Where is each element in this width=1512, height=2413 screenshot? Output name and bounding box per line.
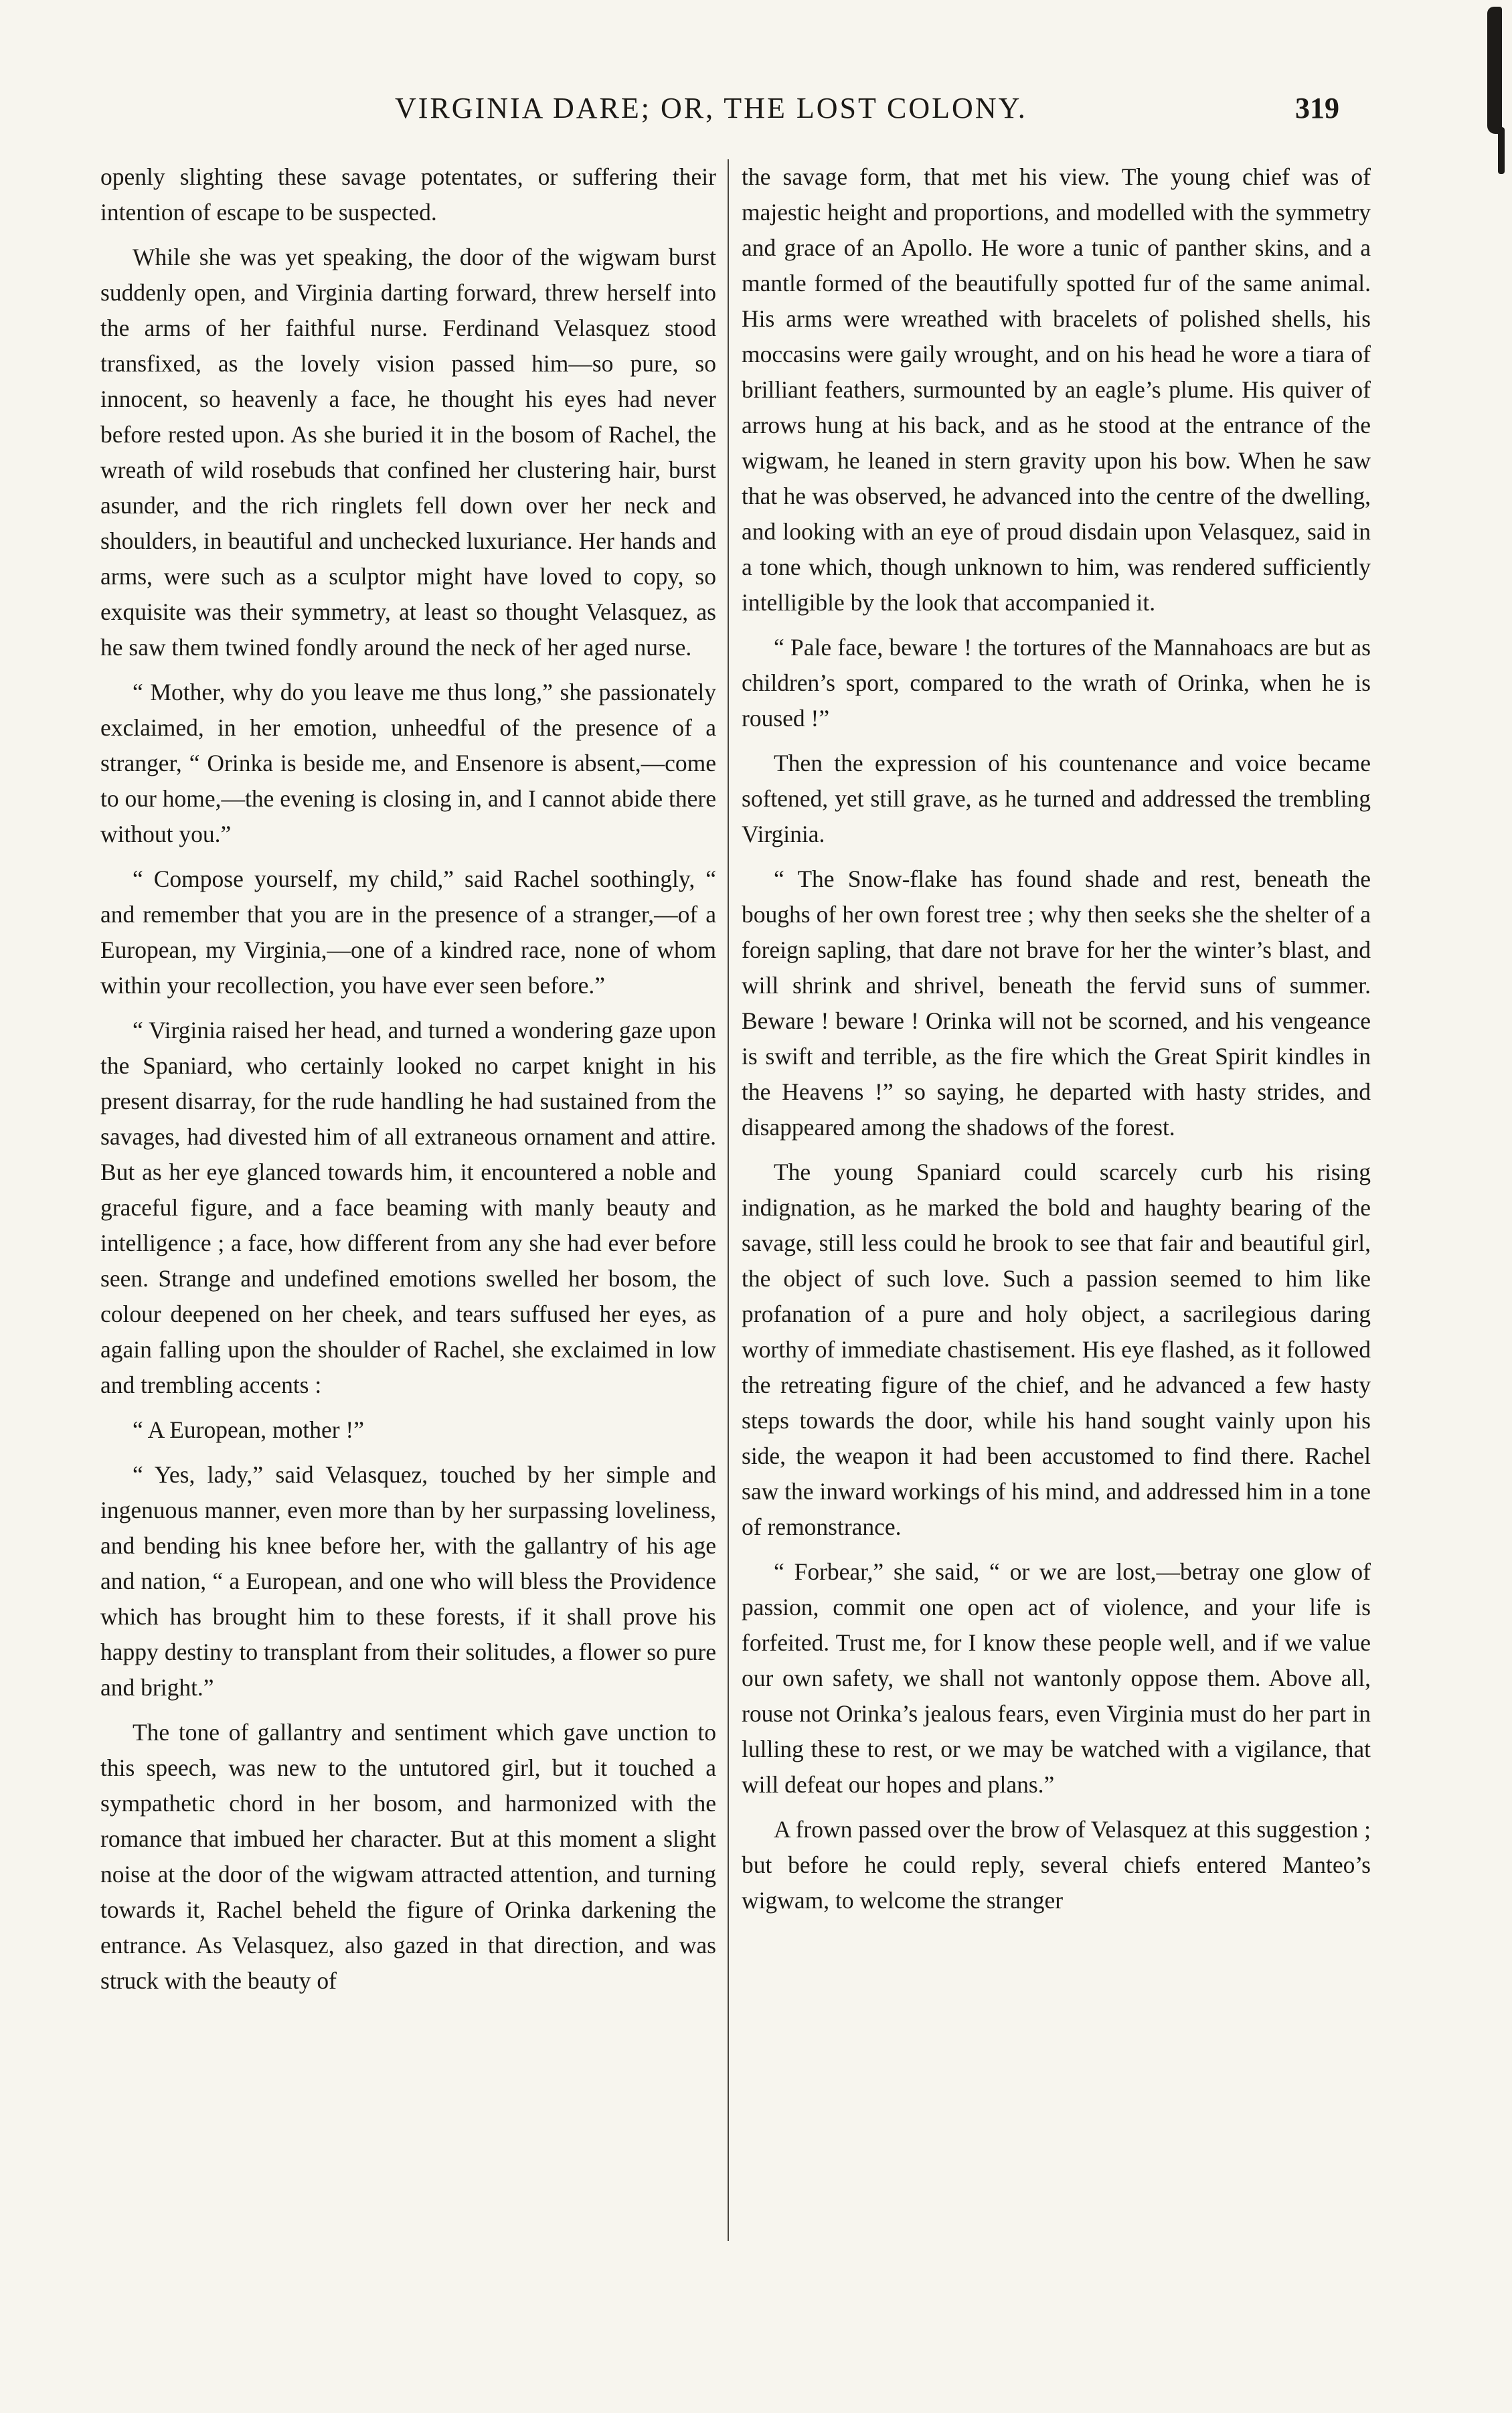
paragraph: “ Compose yourself, my child,” said Rachel soothingly, “ and remember that you are in the presence of a stranger,—of a European, my Virginia,—one of a kindred race, none of whom within your recollection, you have ever seen before.” (100, 865, 716, 999)
paragraph: “ Yes, lady,” said Velasquez, touched by her simple and ingenuous manner, even more than by her surpassing loveliness, and bending his knee before her, with the gallantry of his age and nation, “ a European, and one who will bless the Providence which has brought him to these forests, if it shall prove his happy destiny to transplant from their solitudes, a flower so pure and bright.” (100, 1461, 716, 1701)
page-header (100, 91, 1372, 138)
paragraph: “ Mother, why do you leave me thus long,” she passionately exclaimed, in her emotion, unheedful of the presence of a stranger, “ Orinka is beside me, and Ensenore is absent,—come to our home,—the evening is closing in, and I cannot abide there without you.” (100, 679, 716, 847)
page-edge-mark (1487, 7, 1502, 134)
paragraph: The young Spaniard could scarcely curb his rising indignation, as he marked the bold and haughty bearing of the savage, still less could he brook to see that fair and beautiful girl, the object of such love. Such a passion seemed to him like profanation of a pure and holy object, a sacrilegious daring worthy of immediate chastisement. His eye flashed, as it followed the retreating figure of the chief, and he advanced a few hasty steps towards the door, while his hand sought vainly upon his side, the weapon it had been accustomed to find there. Rachel saw the inward workings of his mind, and addressed him in a tone of remonstrance. (742, 1159, 1371, 1540)
paragraph: While she was yet speaking, the door of the wigwam burst suddenly open, and Virginia darting forward, threw herself into the arms of her faithful nurse. Ferdinand Velasquez stood transfixed, as the lovely vision passed him—so pure, so innocent, so heavenly a face, he thought his eyes had never before rested upon. As she buried it in the bosom of Rachel, the wreath of wild rosebuds that confined her clustering hair, burst asunder, and the rich ringlets fell down over her neck and shoulders, in beautiful and unchecked luxuriance. Her hands and arms, were such as a sculptor might have loved to copy, so exquisite was their symmetry, at least so thought Velasquez, as he saw them twined fondly around the neck of her aged nurse. (100, 244, 716, 661)
paragraph: “ The Snow-flake has found shade and rest, beneath the boughs of her own forest tree ; why then seeks she the shelter of a foreign sapling, that dare not brave for her the winter’s blast, and will shrink and shrivel, beneath the fervid suns of summer. Beware ! beware ! Orinka will not be scorned, and his vengeance is swift and terrible, as the fire which the Great Spirit kindles in the Heavens !” so saying, he departed with hasty strides, and disappeared among the shadows of the forest. (742, 865, 1371, 1141)
paragraph: “ Pale face, beware ! the tortures of the Mannahoacs are but as children’s sport, compared to the wrath of Orinka, when he is roused !” (742, 634, 1371, 732)
paragraph: A frown passed over the brow of Velasquez at this suggestion ; but before he could reply, several chiefs entered Manteo’s wigwam, to welcome the stranger (742, 1816, 1371, 1914)
paragraph: “ Virginia raised her head, and turned a wondering gaze upon the Spaniard, who certainly looked no carpet knight in his present disarray, for the rude handling he had sustained from the savages, had divested him of all extraneous ornament and attire. But as her eye glanced towards him, it encountered a noble and graceful figure, and a face beaming with manly beauty and intelligence ; a face, how different from any she had ever before seen. Strange and undefined emotions swelled her bosom, the colour deepened on her cheek, and tears suffused her eyes, as again falling upon the shoulder of Rachel, she exclaimed in low and trembling accents : (100, 1017, 716, 1398)
column-divider (728, 159, 729, 2241)
paragraph: openly slighting these savage potentates, or suffering their intention of escape to be suspected. (100, 163, 716, 226)
page-number: 319 (1295, 92, 1339, 124)
paragraph: The tone of gallantry and sentiment which gave unction to this speech, was new to the untutored girl, but it touched a sympathetic chord in her bosom, and harmonized with the romance that imbued her character. But at this moment a slight noise at the door of the wigwam attracted attention, and turning towards it, Rachel beheld the figure of Orinka darkening the entrance. As Velasquez, also gazed in that direction, and was struck with the beauty of (100, 1719, 716, 1994)
left-column (100, 159, 716, 2008)
paragraph: Then the expression of his countenance and voice became softened, yet still grave, as he turned and addressed the trembling Virginia. (742, 750, 1371, 847)
paragraph: “ A European, mother !” (133, 1416, 365, 1443)
page-edge-mark-tail (1498, 127, 1505, 174)
paragraph: the savage form, that met his view. The young chief was of majestic height and proportions, and modelled with the symmetry and grace of an Apollo. He wore a tunic of panther skins, and a mantle formed of the beautifully spotted fur of the same animal. His arms were wreathed with bracelets of polished shells, his moccasins were gaily wrought, and on his head he wore a tiara of brilliant feathers, surmounted by an eagle’s plume. His quiver of arrows hung at his back, and as he stood at the entrance of the wigwam, he leaned in stern gravity upon his bow. When he saw that he was observed, he advanced into the centre of the dwelling, and looking with an eye of proud disdain upon Velasquez, said in a tone which, though unknown to him, was rendered sufficiently intelligible by the look that accompanied it. (742, 163, 1371, 616)
running-title: VIRGINIA DARE; OR, THE LOST COLONY. (395, 92, 1027, 124)
right-column (742, 159, 1371, 1928)
paragraph: “ Forbear,” she said, “ or we are lost,—betray one glow of passion, commit one open act of violence, and your life is forfeited. Trust me, for I know these people well, and if we value our own safety, we shall not wantonly oppose them. Above all, rouse not Orinka’s jealous fears, even Virginia must do her part in lulling these to rest, or we may be watched with a vigilance, that will defeat our hopes and plans.” (742, 1558, 1371, 1798)
